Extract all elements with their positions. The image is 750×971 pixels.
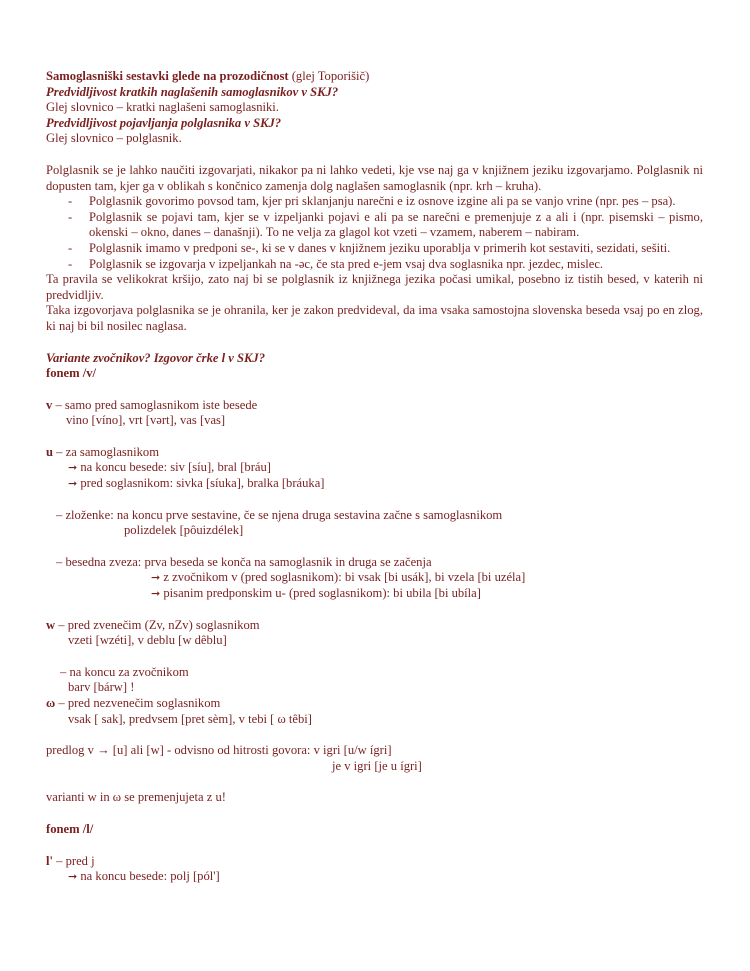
answer-2: Glej slovnico – polglasnik.: [46, 131, 182, 146]
bullet-item: - Polglasnik se izgovarja v izpeljankah na -əc, če sta pred e-jem vsaj dva soglasnika npr. jezdec, mislec.: [68, 256, 604, 271]
zlozenke: – zloženke: na koncu prve sestavine, če se njena druga sestavina začne s samoglasnikom: [56, 507, 503, 522]
bullet-item: - Polglasnik se pojavi tam, kjer se v izpeljanki pojavi e ali pa se narečni e premenjuje z a ali i (npr. pisemski – pismo, okenski – okno, danes – današnji). To ne velja za glagol kot vzeti – vzamem, naberem – nabiram.: [68, 209, 703, 240]
variant-omega-example: vsak [ sak], predvsem [pret sèm], v tebi [ ω têbi]: [68, 711, 312, 726]
varianti-note: varianti w in ω se premenjujeta z u!: [46, 790, 226, 805]
heading-prozodicnost: Samoglasniški sestavki glede na prozodičnost (glej Toporišič): [46, 69, 370, 83]
arrow-icon: ➞: [68, 461, 78, 475]
variant-w-example: vzeti [wzéti], v deblu [w dêblu]: [68, 633, 227, 648]
variant-l-example: ➞ na koncu besede: polj [pól']: [68, 869, 220, 884]
variant-w-konec-example: barv [bárw] !: [68, 680, 135, 695]
variant-v-example: vino [víno], vrt [vərt], vas [vas]: [66, 413, 226, 428]
bullet-item: - Polglasnik govorimo povsod tam, kjer pri sklanjanju narečni e iz osnove izgine ali pa se vanjo vrine (npr. pes – psa).: [68, 194, 676, 209]
paragraph-izgovorjava: Taka izgovorjava polglasnika se je ohranila, ker je zakon predvideval, da ima vsaka samostojna slovenska beseda vsaj po en zlog, ki naj bi bil nosilec naglasa.: [46, 303, 703, 333]
fonem-l-heading: fonem /l/: [46, 821, 94, 836]
answer-1: Glej slovnico – kratki naglašeni samoglasniki.: [46, 100, 279, 115]
variant-w-konec: – na koncu za zvočnikom: [60, 664, 189, 679]
besedna-zveza-example-2: ➞ pisanim predponskim u- (pred soglasnikom): bi ubila [bi ubíla]: [151, 586, 481, 601]
besedna-zveza-example-1: ➞ z zvočnikom v (pred soglasnikom): bi vsak [bi usák], bi vzela [bi uzéla]: [151, 570, 526, 585]
variant-u-example-1: ➞ na koncu besede: siv [síu], bral [bráu]: [68, 460, 271, 475]
variant-u-example-2: ➞ pred soglasnikom: sivka [síuka], bralka [bráuka]: [68, 476, 325, 491]
predlog-line-1: predlog v → [u] ali [w] - odvisno od hitrosti govora: v igri [u/w ígri]: [46, 743, 392, 758]
variant-omega: ω – pred nezvenečim soglasnikom: [46, 696, 221, 710]
arrow-icon: ➞: [151, 571, 161, 585]
arrow-icon: ➞: [68, 477, 78, 491]
variant-l: l' – pred j: [46, 853, 95, 868]
bullet-item: - Polglasnik imamo v predponi se-, ki se v danes v knjižnem jeziku uporablja v primerih kot sestaviti, sezidati, sešiti.: [68, 240, 671, 255]
paragraph-pravila: Ta pravila se velikokrat kršijo, zato naj bi se polglasnik iz knjižnega jezika počasi umikal, posebno iz tistih besed, v katerih ni predvidljiv.: [46, 272, 703, 302]
zlozenke-example: polizdelek [pôuizdélek]: [124, 523, 244, 538]
variant-u: u – za samoglasnikom: [46, 444, 159, 459]
predlog-line-2: je v igri [je u ígri]: [332, 758, 422, 773]
fonem-v-heading: fonem /v/: [46, 366, 97, 381]
variant-v: v – samo pred samoglasnikom iste besede: [46, 397, 258, 412]
question-3: Variante zvočnikov? Izgovor črke l v SKJ?: [46, 350, 265, 365]
arrow-icon: ➞: [68, 870, 78, 884]
arrow-icon: ➞: [151, 587, 161, 601]
besedna-zveza: – besedna zveza: prva beseda se konča na samoglasnik in druga se začenja: [56, 554, 432, 569]
variant-w: w – pred zvenečim (Zv, nZv) soglasnikom: [46, 617, 260, 632]
paragraph-polglasnik: Polglasnik se je lahko naučiti izgovarjati, nikakor pa ni lahko vedeti, kje vse naj ga v knjižnem jeziku izgovarjamo. Polglasnik ni dopusten tam, kjer ga v oblikah s končnico zamenja dolg naglašen samoglasnik (npr. krh – kruha).: [46, 162, 703, 193]
question-1: Predvidljivost kratkih naglašenih samoglasnikov v SKJ?: [46, 84, 339, 99]
question-2: Predvidljivost pojavljanja polglasnika v SKJ?: [46, 115, 282, 130]
